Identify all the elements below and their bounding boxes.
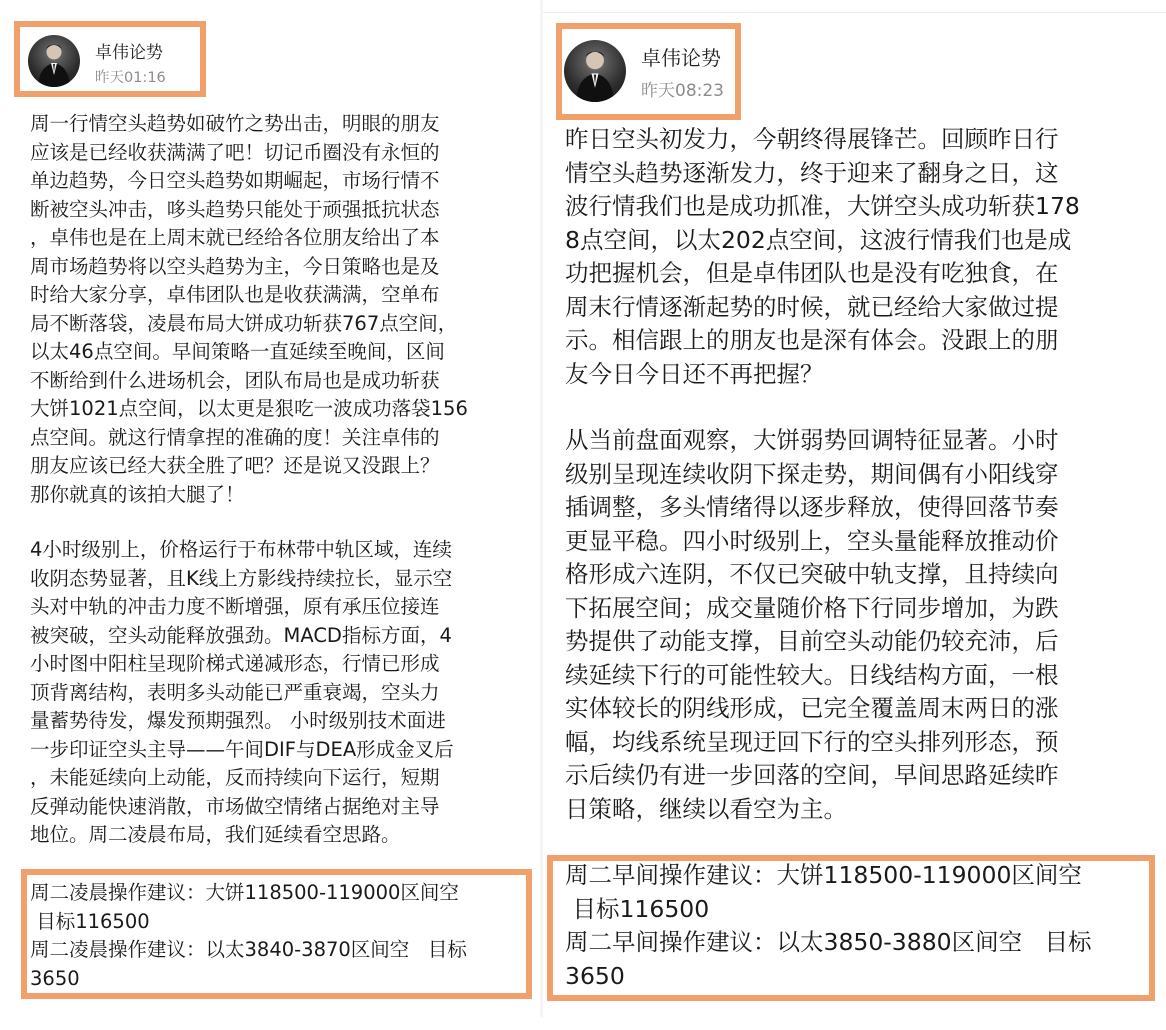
right-author-name[interactable]: 卓伟论势	[641, 46, 721, 70]
person-avatar-icon	[564, 40, 626, 102]
left-post	[0, 0, 540, 1017]
right-post-paragraph-1: 昨日空头初发力，今朝终得展锋芒。回顾昨日行 情空头趋势逐渐发力，终于迎来了翻身之日，这 波行情我们也是成功抓准，大饼空头成功斩获178 8点空间，以太202点空间，这波行情我们也是成 功把握机会，但是卓伟团队也是没有吃独食，在 周末行情逐渐起势的时候，就已经给大家做过提 示。相信跟上的朋友也是深有体会。没跟上的朋 友今日今日还不再把握？	[565, 125, 1080, 388]
left-post-time: 昨天01:16	[95, 70, 166, 86]
right-post-paragraph-2: 从当前盘面观察，大饼弱势回调特征显著。小时 级别呈现连续收阴下探走势，期间偶有小阳线穿 插调整，多头情绪得以逐步释放，使得回落节奏 更显平稳。四小时级别上，空头量能释放推动价 格形成六连阴，不仅已突破中轨支撑，且持续向 下拓展空间；成交量随价格下行同步增加，为跌 势提供了动能支撑，目前空头动能仍较充沛，后 续延续下行的可能性较大。日线结构方面，一根 实体较长的阴线形成，已完全覆盖周末两日的涨 幅，均线系统呈现迂回下行的空头排列形态，预 示后续仍有进一步回落的空间，早间思路延续昨 日策略，继续以看空为主。	[565, 426, 1059, 823]
right-post	[543, 12, 1166, 1030]
left-trading-advice: 周二凌晨操作建议：大饼118500-119000区间空 目标116500 周二凌晨操作建议：以太3840-3870区间空 目标 3650	[30, 881, 467, 990]
left-post-paragraph-2: 4小时级别上，价格运行于布林带中轨区域，连续 收阴态势显著，且K线上方影线持续拉长，显示空 头对中轨的冲击力度不断增强，原有承压位接连 被突破，空头动能释放强劲。MACD指标方面，4 小时图中阳柱呈现阶梯式递减形态，行情已形成 顶背离结构，表明多头动能已严重衰竭，空头力 量蓄势待发，爆发预期强烈。 小时级别技术面进 一步印证空头主导——午间DIF与DEA形成金叉后 ，未能延续向上动能，反而持续向下运行，短期 反弹动能快速消散，市场做空情绪占据绝对主导 地位。周二凌晨布局，我们延续看空思路。	[30, 538, 454, 846]
right-avatar[interactable]	[564, 40, 626, 102]
left-author-name[interactable]: 卓伟论势	[95, 43, 163, 63]
right-post-time: 昨天08:23	[641, 81, 724, 101]
left-avatar[interactable]	[28, 35, 80, 87]
right-trading-advice: 周二早间操作建议：大饼118500-119000区间空 目标116500 周二早间操作建议：以太3850-3880区间空 目标 3650	[565, 861, 1092, 990]
left-post-paragraph-1: 周一行情空头趋势如破竹之势出击，明眼的朋友 应该是已经收获满满了吧！切记币圈没有永恒的 单边趋势，今日空头趋势如期崛起，市场行情不 断被空头冲击，哆头趋势只能处于顽强抵抗状态 ，卓伟也是在上周末就已经给各位朋友给出了本 周市场趋势将以空头趋势为主，今日策略也是及 时给大家分享，卓伟团队也是收获满满，空单布 局不断落袋，凌晨布局大饼成功斩获767点空间， 以太46点空间。早间策略一直延续至晚间，区间 不断给到什么进场机会，团队布局也是成功斩获 大饼1021点空间，以太更是狠吃一波成功落袋156 点空间。就这行情拿捏的准确的度！关注卓伟的 朋友应该已经大获全胜了吧？还是说又没跟上？ 那你就真的该拍大腿了！	[30, 112, 468, 506]
person-avatar-icon	[28, 35, 80, 87]
